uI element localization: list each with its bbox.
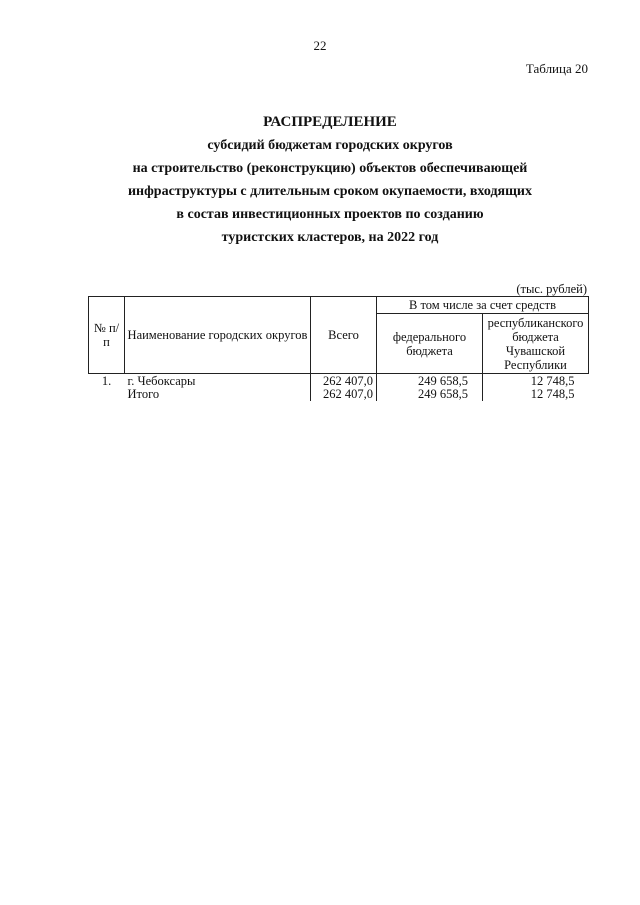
cell-num: 1. (101, 374, 112, 388)
header-including: В том числе за счет средств (377, 297, 589, 314)
cell-total: 262 407,0 (311, 388, 377, 401)
header-federal: федерального бюджета (377, 314, 483, 374)
distribution-table (88, 296, 589, 401)
title-main: РАСПРЕДЕЛЕНИЕ (263, 114, 397, 130)
page-number: 22 (313, 38, 327, 53)
cell-republic: 12 748,5 (483, 374, 589, 389)
units-label: (тыс. рублей) (516, 282, 587, 296)
cell-republic: 12 748,5 (483, 388, 589, 401)
cell-federal: 249 658,5 (377, 388, 483, 401)
title-line-2: на строительство (реконструкцию) объектов обеспечивающей (132, 161, 528, 176)
header-total: Всего (311, 297, 377, 374)
table-total-row (89, 388, 589, 401)
document-title (60, 111, 600, 249)
cell-federal: 249 658,5 (377, 374, 483, 389)
title-line-4: в состав инвестиционных проектов по созданию (176, 207, 484, 222)
header-name: Наименование городских округов (125, 297, 311, 374)
cell-name: Итого (127, 387, 160, 401)
cell-num (89, 388, 125, 401)
title-line-3: инфраструктуры с длительным сроком окупаемости, входящих (127, 184, 533, 199)
title-line-5: туристских кластеров, на 2022 год (221, 230, 439, 245)
title-line-1: субсидий бюджетам городских округов (207, 138, 453, 153)
table-label: Таблица 20 (525, 61, 588, 76)
header-republic: республиканского бюджета Чувашской Республики (483, 314, 589, 374)
header-num: № п/п (89, 297, 125, 374)
cell-name: г. Чебоксары (127, 374, 196, 388)
cell-total: 262 407,0 (311, 374, 377, 389)
table-row (89, 374, 589, 389)
